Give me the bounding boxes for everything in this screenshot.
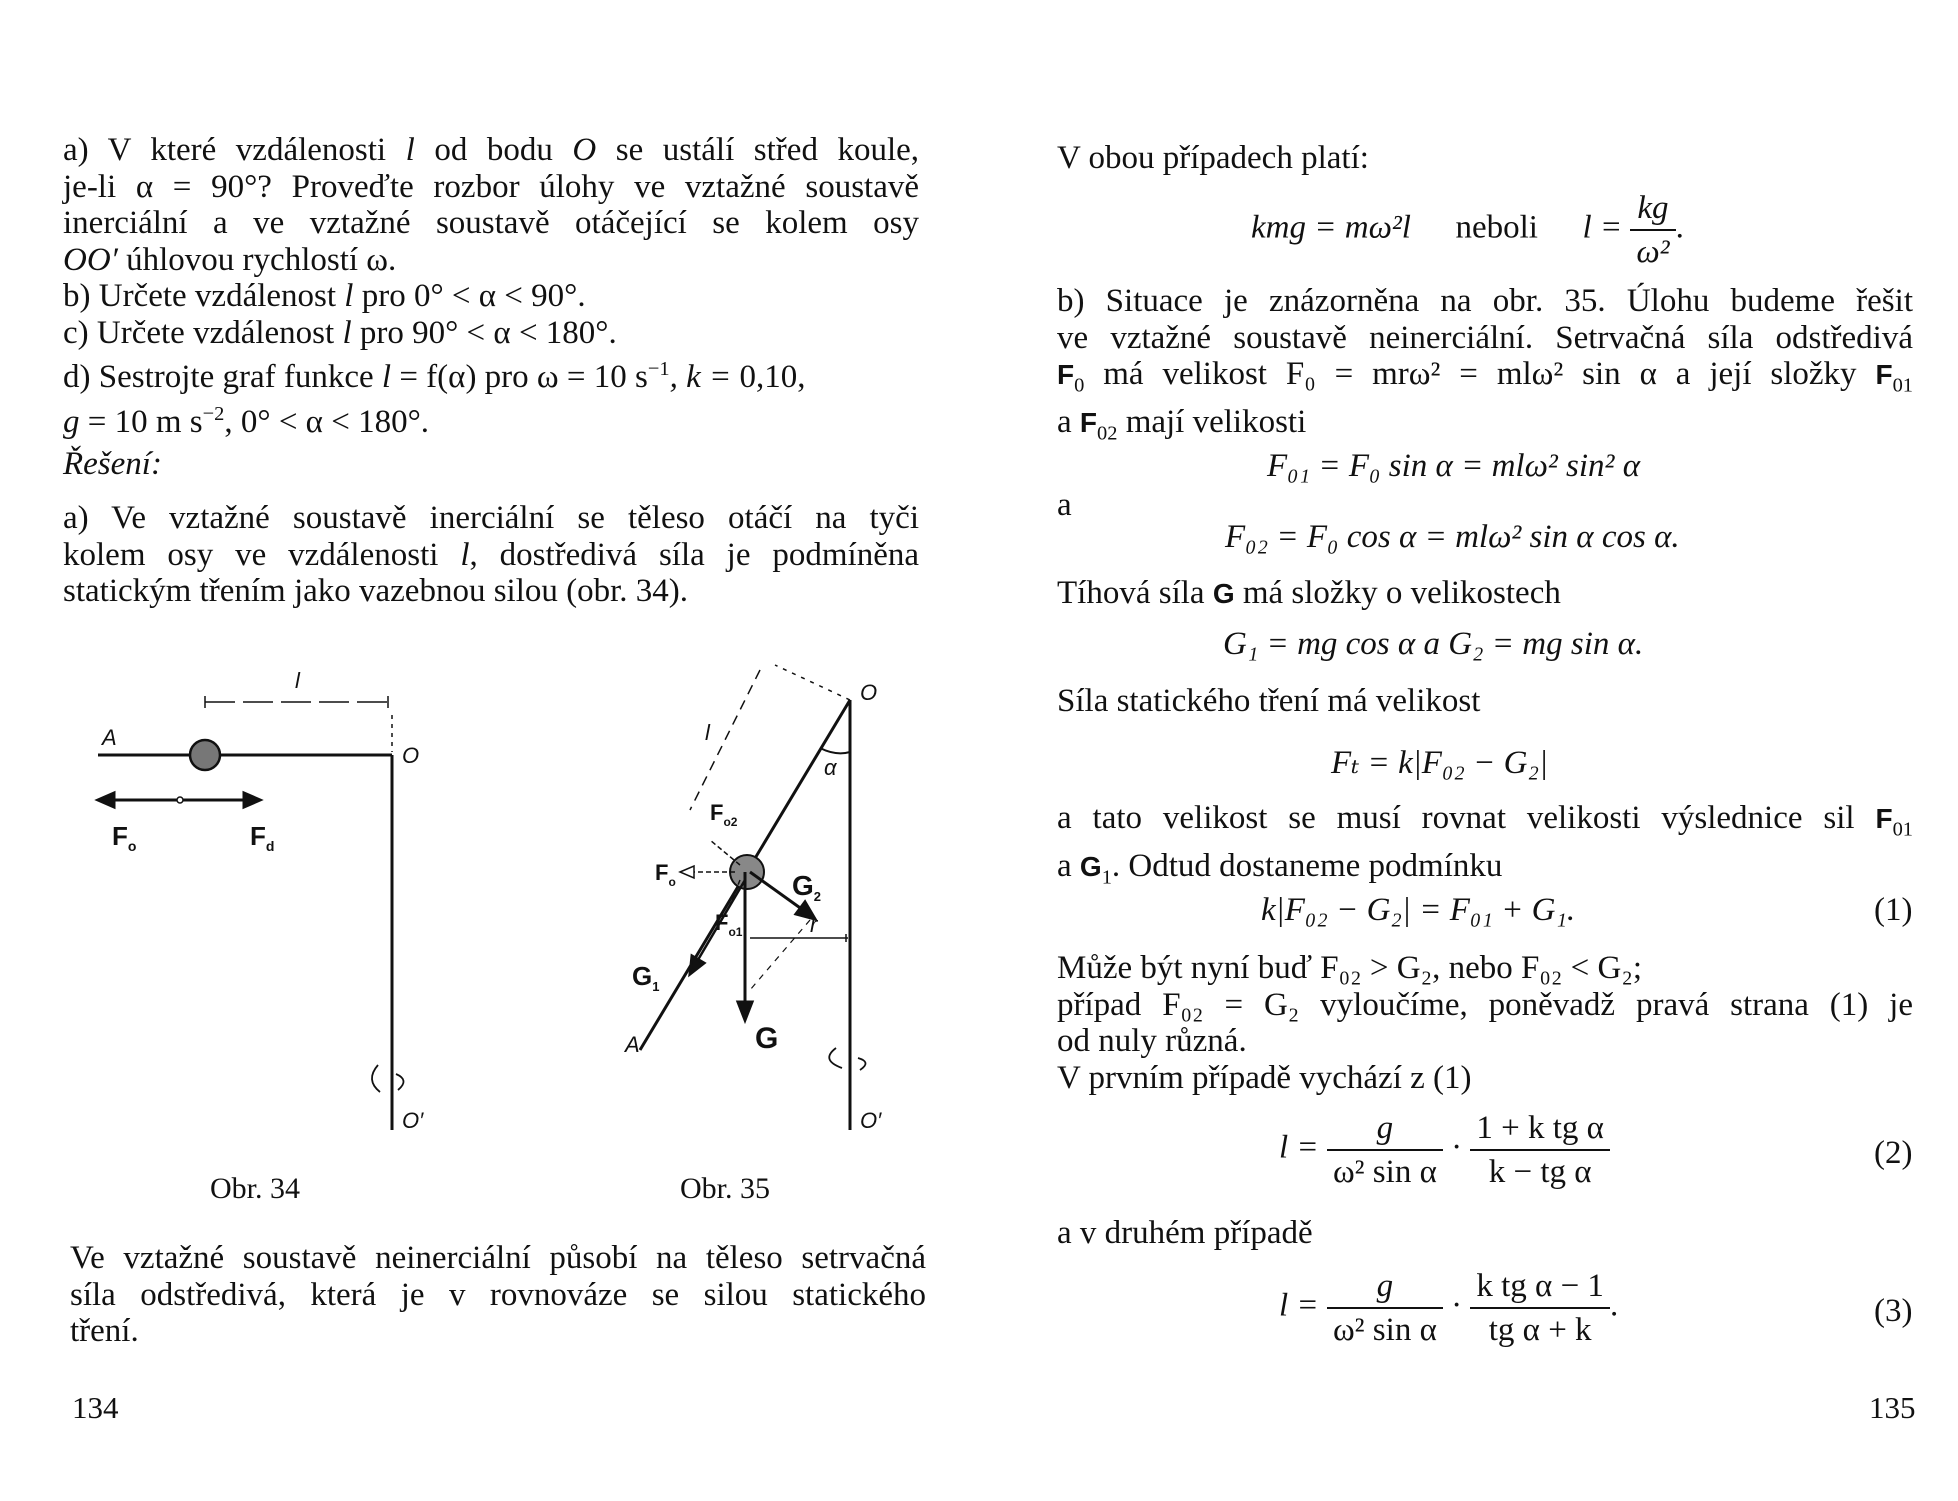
fig34-caption: Obr. 34 <box>210 1172 300 1205</box>
bottom-line-2: síla odstředivá, která je v rovnováze se silou statického <box>70 1276 926 1313</box>
fig35-label-G1: $G_1$ <box>632 961 660 994</box>
equation-Ft: Fₜ = k|F₀₂ − G₂| <box>1331 745 1549 781</box>
angle-arc <box>820 748 850 753</box>
length-dim-dash <box>690 670 760 810</box>
task-line-1: a) V které vzdálenosti l od bodu O se ustálí střed koule, <box>63 132 920 168</box>
para-b-line-3: $F_0$ má velikost F₀ = mrω² = mlω² sin α a její složky $F_{01}$ <box>1057 356 1913 397</box>
friction-line: Síla statického tření má velikost <box>1057 683 1481 719</box>
fraction-tg: $\frac{\text{k tg α − 1}}{\text{tg α + k}}$ <box>1470 1268 1610 1348</box>
fig35-label-O: O <box>860 680 878 705</box>
cases-text <box>1057 950 1913 1096</box>
equation-F02: F₀₂ = F₀ cos α = mlω² sin α cos α. <box>1225 519 1680 555</box>
equation-G: G₁ = mg cos α a G₂ = mg sin α. <box>1223 626 1644 662</box>
fig35-label-O-prime: O′ <box>860 1108 882 1133</box>
task-line-5: b) Určete vzdálenost l pro 0° < α < 90°. <box>63 278 586 314</box>
fraction: $\frac{kg}{\text{ω²}}$ <box>1630 190 1675 270</box>
bottom-line-3: tření. <box>70 1313 139 1349</box>
rotation-arrow <box>829 1048 842 1068</box>
fraction-g: $\frac{g}{\text{ω² sin α}}$ <box>1327 1268 1443 1348</box>
arrowhead-left <box>98 793 114 807</box>
fig34-label-O: O <box>402 743 420 768</box>
para-b-line-2: ve vztažné soustavě neinerciální. Setrvačná síla odstředivá <box>1057 319 1913 356</box>
fraction-g: $\frac{g}{\text{ω² sin α}}$ <box>1327 1110 1443 1190</box>
equation-3: l = $\frac{g}{\text{ω² sin α}}$ · $\frac{\text{k tg α − 1}}{\text{tg α + k}}$ . <box>1279 1268 1619 1348</box>
cases-line-1: Může být nyní buď F₀₂ > G₂, nebo F₀₂ < G₂; <box>1057 950 1642 986</box>
arrowhead-right <box>244 793 260 807</box>
page-number: 135 <box>1869 1390 1916 1425</box>
task-line-4: OO′ úhlovou rychlostí ω. <box>63 241 397 278</box>
fig35-label-F02: $F_{o2}$ <box>710 800 738 829</box>
bottom-text <box>70 1240 926 1350</box>
fraction-tg: $\frac{\text{1 + k tg α}}{\text{k − tg α}}$ <box>1470 1110 1610 1190</box>
equation-F01: F₀₁ = F₀ sin α = mlω² sin² α <box>1267 448 1641 484</box>
fig34-label-Fd: $F_d$ <box>250 821 275 854</box>
task-line-7: d) Sestrojte graf funkce l = f(α) pro ω = 10 $s^{-1}$, k = 0,10, <box>63 358 806 395</box>
fig35-label-r: r <box>810 912 818 937</box>
cases-line-3: od nuly různá. <box>1057 1023 1247 1059</box>
task-line-6: c) Určete vzdálenost l pro 90° < α < 180°. <box>63 314 617 351</box>
cases-line-4: V prvním případě vychází z (1) <box>1057 1059 1472 1096</box>
equation-1-number: (1) <box>1874 892 1913 928</box>
fig34-label-Fo: $F_o$ <box>112 821 137 854</box>
solution-heading: Řešení: <box>63 446 162 482</box>
fig35-label-Fo: $F_o$ <box>655 860 676 889</box>
equation-3-number: (3) <box>1874 1293 1913 1329</box>
fig34-label-A: A <box>102 725 117 750</box>
fig35-label-G2: $G_2$ <box>792 870 822 904</box>
equation-2: l = $\frac{g}{\text{ω² sin α}}$ · $\frac{\text{1 + k tg α}}{\text{k − tg α}}$ <box>1279 1110 1610 1190</box>
second-case-line: a v druhém případě <box>1057 1215 1313 1251</box>
angle-ref-dash <box>775 665 850 700</box>
fig35-label-G: G <box>755 1022 779 1055</box>
fig35-label-F01: $F_{o1}$ <box>715 910 743 939</box>
fig35-caption: Obr. 35 <box>680 1172 770 1205</box>
rotation-arrow <box>372 1065 380 1092</box>
solution-a-line-2: kolem osy ve vzdálenosti l, dostředivá síla je podmíněna <box>63 536 920 573</box>
solution-a-text <box>63 500 919 610</box>
task-text <box>63 132 919 440</box>
fig35-label-l: l <box>705 720 710 745</box>
equation-kmg: kmg = mω²l neboli l = $\frac{kg}{\text{ω²}}$ . <box>1251 190 1684 270</box>
right-page <box>979 0 1958 1501</box>
fig35-label-A: A <box>625 1032 640 1057</box>
weight-line: Tíhová síla G má složky o velikostech <box>1057 575 1561 611</box>
paragraph-b <box>1057 283 1913 452</box>
ball-sphere <box>190 740 220 770</box>
figure-34 <box>80 660 440 1150</box>
para-b-line-1: b) Situace je znázorněna na obr. 35. Úlohu budeme řešit <box>1057 283 1913 319</box>
equal-text <box>1057 800 1913 896</box>
fig35-label-alpha: α <box>824 755 837 780</box>
fig34-label-l: l <box>295 668 300 693</box>
equation-1: k|F₀₂ − G₂| = F₀₁ + G₁. <box>1261 892 1576 928</box>
equation-2-number: (2) <box>1874 1135 1913 1171</box>
solution-a-line-3: statickým třením jako vazebnou silou (obr. 34). <box>63 573 689 609</box>
para-b-line-4: a $F_{02}$ mají velikosti <box>1057 404 1307 445</box>
equal-line-2: a $G_1$. Odtud dostaneme podmínku <box>1057 848 1503 889</box>
intro-line: V obou případech platí: <box>1057 140 1369 176</box>
fig34-label-O-prime: O′ <box>402 1108 424 1133</box>
task-line-3: inerciální a ve vztažné soustavě otáčející se kolem osy <box>63 205 919 241</box>
ball-sphere <box>730 855 764 889</box>
task-line-8: g = 10 m $s^{-2}$, 0° < α < 180°. <box>63 402 430 440</box>
g-component-dash <box>750 920 810 990</box>
solution-a-line-1: a) Ve vztažné soustavě inerciální se těleso otáčí na tyči <box>63 500 919 536</box>
figure-35 <box>610 640 910 1150</box>
page-number: 134 <box>72 1390 119 1425</box>
bottom-line-1: Ve vztažné soustavě neinerciální působí na těleso setrvačná <box>70 1240 926 1276</box>
and-word: a <box>1057 487 1072 523</box>
cases-line-2: případ F₀₂ = G₂ vyloučíme, poněvadž pravá strana (1) je <box>1057 986 1913 1023</box>
task-line-2: je-li α = 90°? Proveďte rozbor úlohy ve vztažné soustavě <box>63 168 919 205</box>
equal-line-1: a tato velikost se musí rovnat velikosti výslednice sil $F_{01}$ <box>1057 800 1914 841</box>
